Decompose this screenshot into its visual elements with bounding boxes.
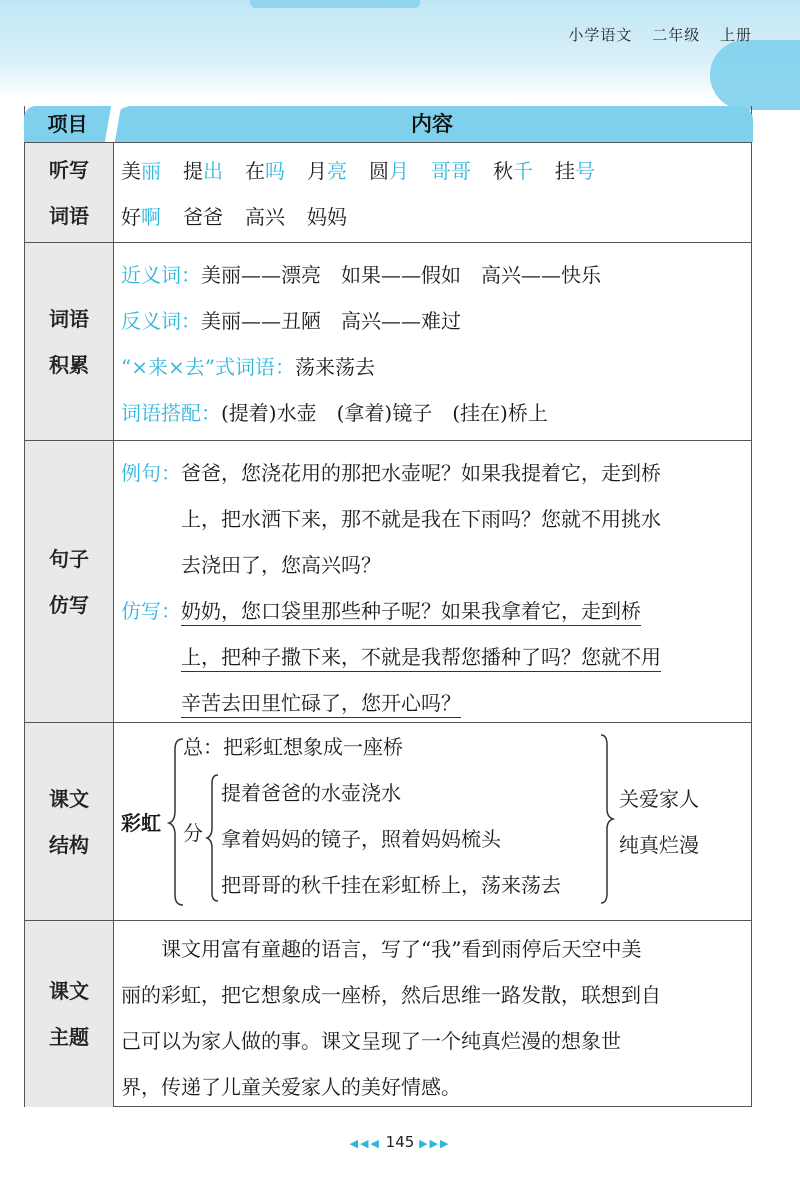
dictation-word: [369, 159, 409, 183]
dictation-word: [183, 159, 223, 183]
imitation-text: 上，把种子撒下来，不就是我帮您播种了吗？您就不用: [181, 645, 661, 672]
collocation-line: [121, 397, 548, 426]
dictation-word: [183, 205, 223, 229]
word-char-highlight: 亮: [327, 159, 347, 183]
example-tag: 例句：: [121, 461, 181, 485]
row-dictation: [25, 142, 751, 243]
word-char: 妈妈: [307, 205, 347, 229]
label-line: 主题: [49, 1025, 89, 1049]
page-number: 145: [385, 1133, 415, 1151]
example-line: 去浇田了，您高兴吗？: [181, 553, 381, 577]
row-label: [25, 723, 114, 921]
dictation-word: [121, 205, 161, 229]
word-char-highlight: 吗: [265, 159, 285, 183]
collocation-tag: 词语搭配：: [121, 401, 221, 425]
antonym-tag: 反义词：: [121, 309, 201, 333]
word-char-highlight: 月: [389, 159, 409, 183]
label-line: 课文: [49, 787, 89, 811]
row-label: [25, 921, 114, 1107]
label-line: 听写: [49, 158, 89, 182]
imitation-line: [181, 641, 661, 670]
wave-decoration: [710, 40, 800, 110]
word-char: 提: [183, 159, 203, 183]
word-char: 高兴: [245, 205, 285, 229]
page-footer: [0, 1133, 800, 1151]
synonym-text: 美丽——漂亮 如果——假如 高兴——快乐: [201, 263, 601, 287]
label-line: 积累: [49, 353, 89, 377]
label-line: 词语: [49, 204, 89, 228]
word-char: 月: [307, 159, 327, 183]
label-line: 词语: [49, 307, 89, 331]
label-line: 仿写: [49, 593, 89, 617]
summary-table: [24, 106, 752, 1107]
dictation-word: [245, 205, 285, 229]
word-char-highlight: 啊: [141, 205, 161, 229]
word-char: 爸爸: [183, 205, 223, 229]
label-line: 结构: [49, 833, 89, 857]
antonym-text: 美丽——丑陋 高兴——难过: [201, 309, 461, 333]
grade: 二年级: [652, 26, 701, 44]
top-decoration: [0, 0, 800, 100]
table-header: [24, 106, 753, 142]
dictation-word: [121, 159, 161, 183]
dictation-word: [493, 159, 533, 183]
subject: 小学语文: [568, 26, 633, 44]
row-label: [25, 243, 114, 441]
word-char: 美: [121, 159, 141, 183]
book-info: [554, 24, 752, 45]
synonym-line: [121, 259, 601, 288]
synonym-tag: 近义词：: [121, 263, 201, 287]
dictation-word: [307, 205, 347, 229]
label-line: 句子: [49, 547, 89, 571]
dictation-word: [245, 159, 285, 183]
word-char-highlight: 号: [575, 159, 595, 183]
structure-theme: 关爱家人: [619, 787, 699, 811]
imitation-text: 奶奶，您口袋里那些种子呢？如果我拿着它，走到桥: [181, 599, 641, 626]
word-char: 秋: [493, 159, 513, 183]
dictation-word: [431, 159, 471, 183]
volume: 上册: [719, 26, 752, 44]
theme-line: 己可以为家人做的事。课文呈现了一个纯真烂漫的想象世: [121, 1029, 621, 1053]
structure-theme: 纯真烂漫: [619, 833, 699, 857]
dictation-words: [115, 143, 751, 243]
word-char: 圆: [369, 159, 389, 183]
word-char-highlight: 千: [513, 159, 533, 183]
header-item: 项目: [24, 106, 112, 142]
left-arrows-icon: ◀◀◀: [349, 1137, 381, 1150]
pattern-text: 荡来荡去: [294, 355, 375, 379]
imitation-text: 辛苦去田里忙碌了，您开心吗？: [181, 691, 461, 718]
theme-line: 课文用富有童趣的语言，写了“我”看到雨停后天空中美: [161, 937, 642, 961]
right-arrows-icon: ▶▶▶: [419, 1137, 451, 1150]
word-char-highlight: 丽: [141, 159, 161, 183]
right-brace-icon: [599, 733, 615, 905]
imitation-tag: 仿写：: [121, 599, 181, 623]
dictation-line: [121, 155, 617, 184]
top-strip-decoration: [250, 0, 420, 8]
accumulate-content: [115, 243, 751, 441]
structure-item: 把哥哥的秋千挂在彩虹桥上，荡来荡去: [221, 873, 561, 897]
label-line: 课文: [49, 979, 89, 1003]
structure-diagram: [115, 723, 751, 921]
structure-item: 拿着妈妈的镜子，照着妈妈梳头: [221, 827, 501, 851]
imitation-line: [181, 687, 461, 716]
structure-part: 分: [183, 821, 203, 845]
row-theme: [25, 920, 751, 1107]
word-char: 好: [121, 205, 141, 229]
example-line: [121, 457, 661, 486]
structure-root: 彩虹: [121, 811, 161, 835]
example-text: 爸爸，您浇花用的那把水壶呢？如果我提着它，走到桥: [181, 461, 661, 485]
pattern-line: [121, 351, 375, 380]
word-char-highlight: 哥哥: [431, 159, 471, 183]
row-accumulate: [25, 242, 751, 441]
dictation-word: [555, 159, 595, 183]
word-char: 在: [245, 159, 265, 183]
header-content: 内容: [112, 106, 753, 142]
theme-paragraph: [115, 921, 751, 1107]
dictation-line: [121, 201, 369, 230]
antonym-line: [121, 305, 461, 334]
dictation-word: [307, 159, 347, 183]
imitate-content: [115, 441, 751, 723]
imitation-line: [121, 595, 641, 624]
pattern-tag: “×来×去”式词语：: [121, 355, 295, 379]
theme-line: 丽的彩虹，把它想象成一座桥，然后思维一路发散，联想到自: [121, 983, 661, 1007]
structure-total: 总：把彩虹想象成一座桥: [183, 735, 403, 759]
row-label: [25, 441, 114, 723]
example-line: 上，把水洒下来，那不就是我在下雨吗？您就不用挑水: [181, 507, 661, 531]
word-char: 挂: [555, 159, 575, 183]
theme-line: 界，传递了儿童关爱家人的美好情感。: [121, 1075, 461, 1099]
row-imitate: [25, 440, 751, 723]
inner-brace-icon: [205, 773, 221, 903]
collocation-text: (提着)水壶 (拿着)镜子 (挂在)桥上: [221, 401, 548, 425]
row-structure: [25, 722, 751, 921]
word-char-highlight: 出: [203, 159, 223, 183]
row-label: [25, 143, 114, 243]
structure-item: 提着爸爸的水壶浇水: [221, 781, 401, 805]
